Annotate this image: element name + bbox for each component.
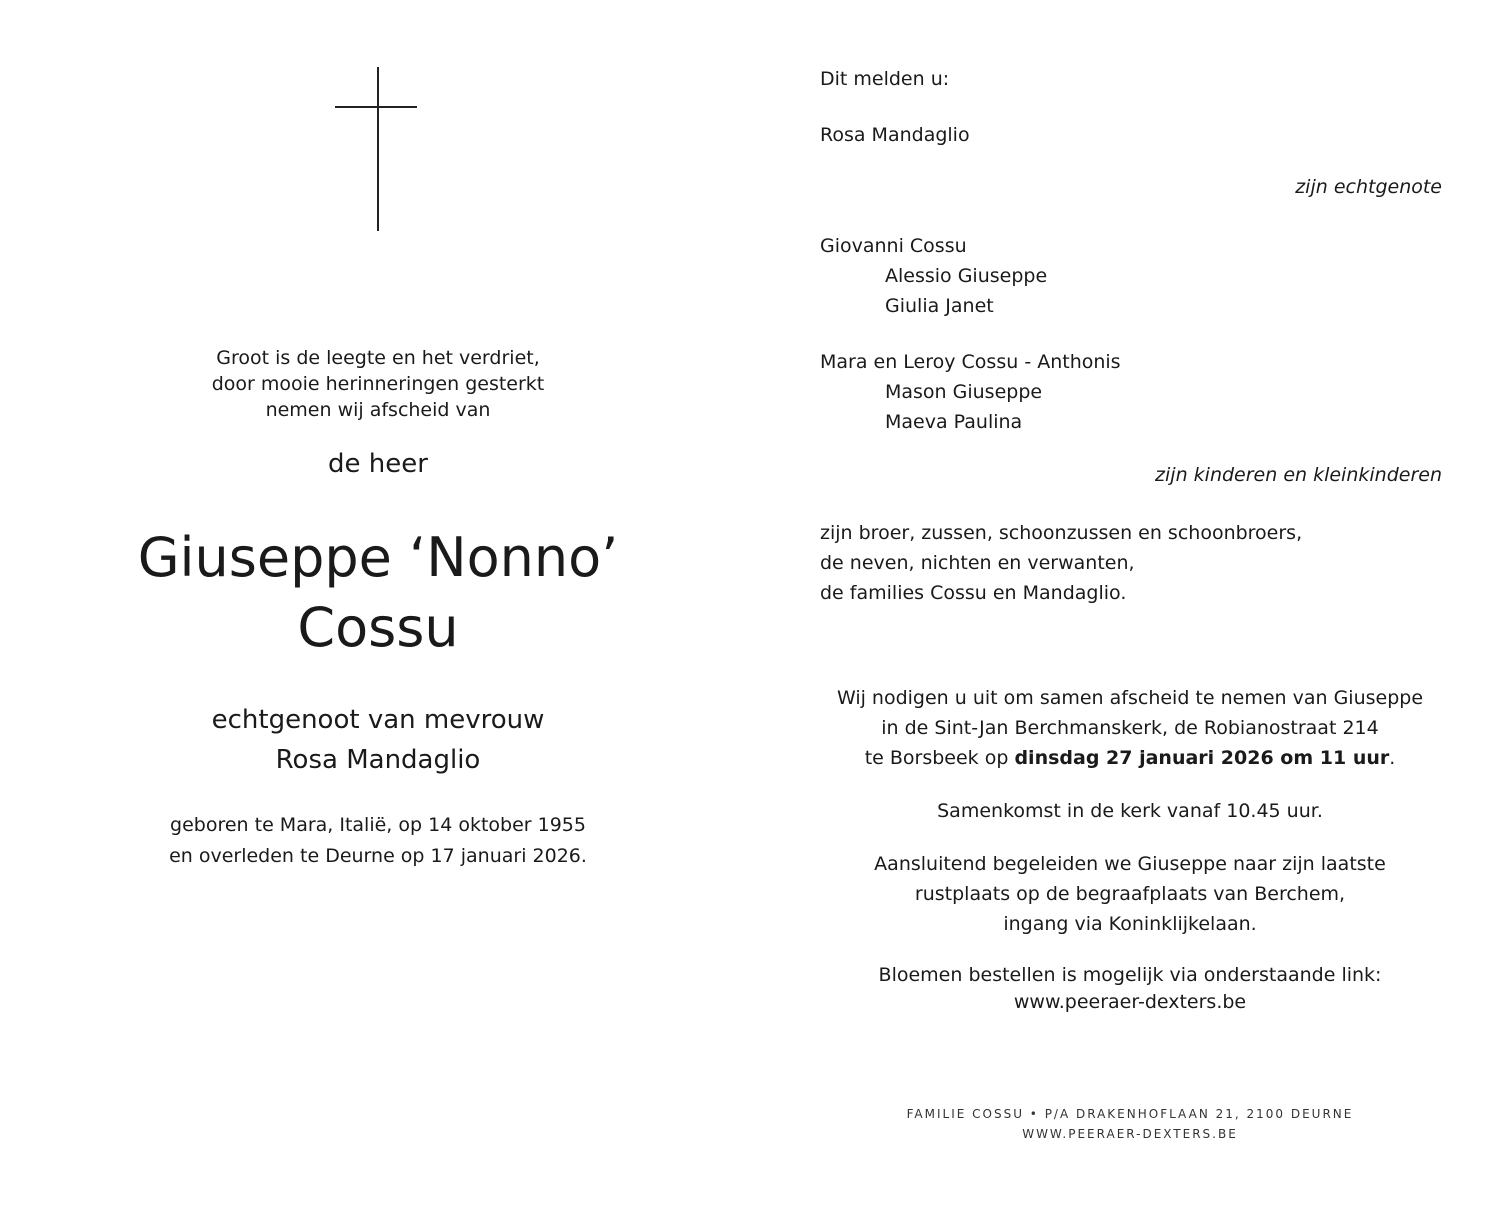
grandchild: Maeva Paulina xyxy=(885,411,1023,433)
deceased-name-line2: Cossu xyxy=(297,596,459,659)
family-group-2 xyxy=(820,347,1121,437)
family-head: Giovanni Cossu xyxy=(820,235,967,257)
birth-line: geboren te Mara, Italië, op 14 oktober 1955 xyxy=(170,814,586,836)
flowers-info xyxy=(820,962,1440,1016)
intro-line: door mooie herinneringen gesterkt xyxy=(211,373,545,395)
spouse-role: zijn echtgenote xyxy=(1295,176,1442,198)
life-dates xyxy=(90,810,666,872)
title-de-heer: de heer xyxy=(328,449,428,479)
relatives-line: zijn broer, zussen, schoonzussen en schoonbroers, xyxy=(820,522,1303,544)
burial-line: Aansluitend begeleiden we Giuseppe naar zijn laatste xyxy=(874,853,1386,875)
spouse-name: Rosa Mandaglio xyxy=(820,124,970,146)
burial-line: rustplaats op de begraafplaats van Berchem, xyxy=(914,883,1346,905)
invite-line: Wij nodigen u uit om samen afscheid te nemen van Giuseppe xyxy=(836,687,1424,709)
family-head: Mara en Leroy Cossu - Anthonis xyxy=(820,351,1121,373)
death-line: en overleden te Deurne op 17 januari 2026. xyxy=(169,845,587,867)
footer-address: FAMILIE COSSU • P/A DRAKENHOFLAAN 21, 2100 DEURNE xyxy=(906,1107,1354,1121)
intro-line: nemen wij afscheid van xyxy=(265,399,491,421)
announce-line: Dit melden u: xyxy=(820,68,950,90)
spouse-line1: echtgenoot van mevrouw xyxy=(211,705,545,735)
deceased-name xyxy=(90,523,666,663)
service-datetime: dinsdag 27 januari 2026 om 11 uur xyxy=(1014,747,1390,769)
relatives-line: de families Cossu en Mandaglio. xyxy=(820,582,1127,604)
intro-text xyxy=(90,345,666,423)
invite-line: te Borsbeek op dinsdag 27 januari 2026 om 11 uur. xyxy=(864,747,1396,769)
spouse-line2: Rosa Mandaglio xyxy=(275,745,481,775)
deceased-name-line1: Giuseppe ‘Nonno’ xyxy=(137,526,619,589)
invite-line: in de Sint-Jan Berchmanskerk, de Robianostraat 214 xyxy=(881,717,1379,739)
children-role: zijn kinderen en kleinkinderen xyxy=(1155,464,1442,486)
footer-website: WWW.PEERAER-DEXTERS.BE xyxy=(1022,1127,1238,1141)
relatives xyxy=(820,518,1302,608)
spouse-info xyxy=(90,700,666,780)
grandchild: Mason Giuseppe xyxy=(885,381,1043,403)
grandchild: Giulia Janet xyxy=(885,295,994,317)
gathering-info: Samenkomst in de kerk vanaf 10.45 uur. xyxy=(937,800,1323,822)
flowers-text: Bloemen bestellen is mogelijk via onderstaande link: xyxy=(878,964,1382,986)
burial-line: ingang via Koninklijkelaan. xyxy=(1003,913,1257,935)
flowers-link[interactable]: www.peeraer-dexters.be xyxy=(1013,991,1247,1013)
grandchild: Alessio Giuseppe xyxy=(885,265,1048,287)
family-group-1 xyxy=(820,231,1047,321)
intro-line: Groot is de leegte en het verdriet, xyxy=(216,347,540,369)
invitation xyxy=(820,683,1440,773)
footer xyxy=(820,1104,1440,1144)
relatives-line: de neven, nichten en verwanten, xyxy=(820,552,1135,574)
burial-info xyxy=(820,849,1440,939)
